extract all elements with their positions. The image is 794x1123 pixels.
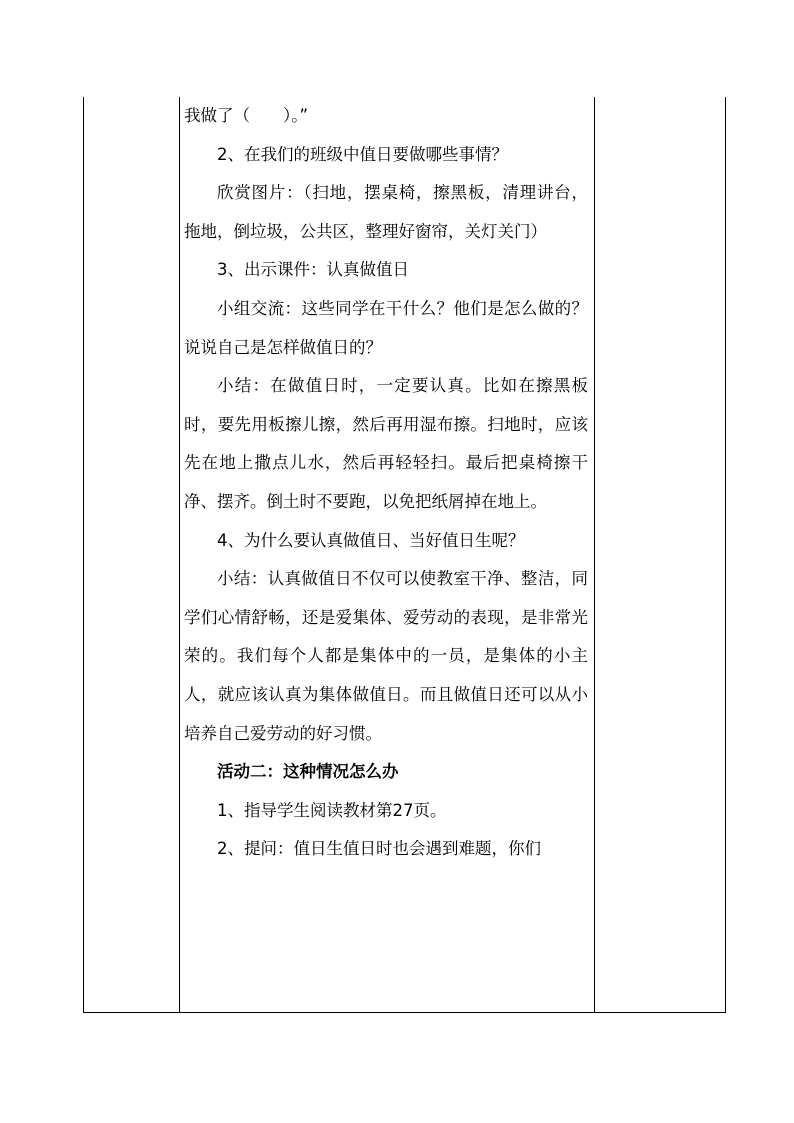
column-divider-left: [179, 97, 180, 1012]
paragraph-line: 1、指导学生阅读教材第27页。: [217, 800, 447, 820]
paragraph-line: 小组交流：这些同学在干什么？他们是怎么做的？说说自己是怎样做值日的？: [184, 298, 588, 357]
paragraph-line: 小结：认真做值日不仅可以使教室干净、整洁，同学们心情舒畅，还是爱集体、爱劳动的表现，是非常光荣的。我们每个人都是集体中的一员，是集体的小主人，就应该认真为集体做值日。而且做值日还可以从小培养自己爱劳动的好习惯。: [184, 569, 588, 743]
paragraph-line: 2、提问：值日生值日时也会遇到难题，你们: [217, 839, 541, 859]
paragraph-line: 小结：在做值日时，一定要认真。比如在擦黑板时，要先用板擦儿擦，然后再用湿布擦。扫地时，应该先在地上撒点儿水，然后再轻轻扫。最后把桌椅擦干净、摆齐。倒土时不要跑，以免把纸屑掉在地上。: [184, 376, 588, 511]
paragraph-line: 3、出示课件：认真做值日: [217, 260, 409, 280]
paragraph-line: 我做了（ ）。”: [184, 106, 309, 125]
lesson-content-cell: [184, 97, 588, 869]
section-heading: 活动二：这种情况怎么办: [217, 762, 399, 782]
paragraph-line: 4、为什么要认真做值日、当好值日生呢？: [217, 530, 525, 550]
paragraph-line: 2、在我们的班级中值日要做哪些事情？: [217, 144, 508, 164]
column-divider-right: [594, 97, 595, 1012]
paragraph-line: 欣赏图片：（扫地，摆桌椅，擦黑板，清理讲台，拖地，倒垃圾，公共区，整理好窗帘，关灯关门）: [184, 183, 588, 241]
